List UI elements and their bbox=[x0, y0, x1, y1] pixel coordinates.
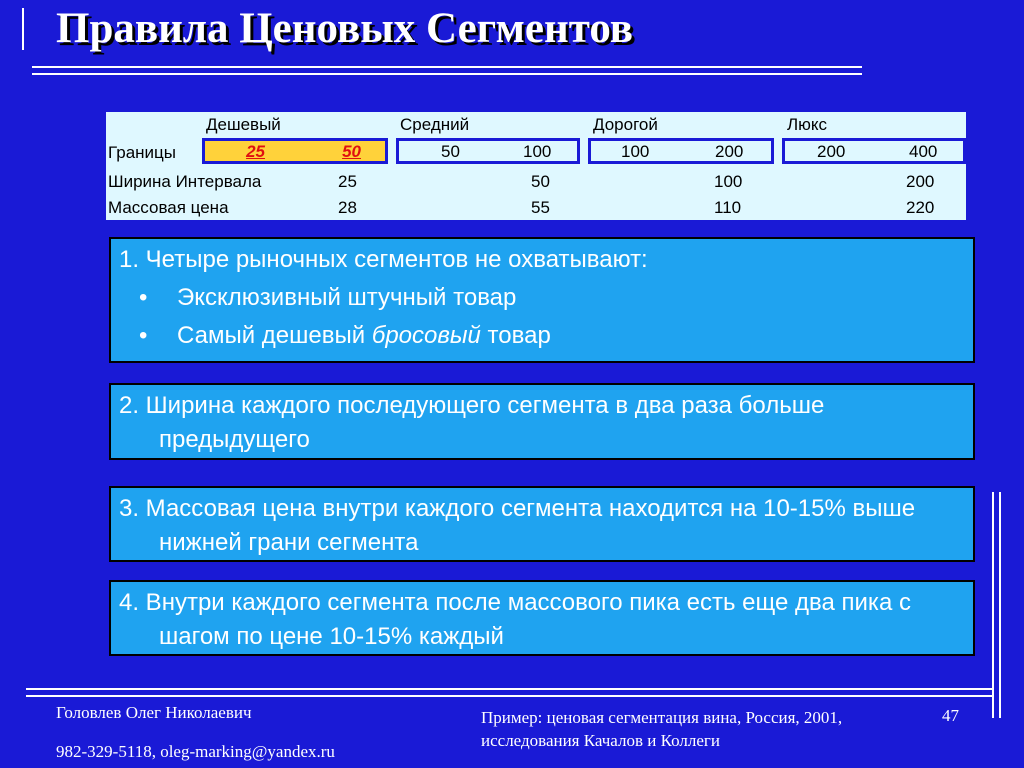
bound-lux-low: 200 bbox=[817, 142, 846, 161]
rule-1-text: 1. Четыре рыночных сегментов не охватывают: bbox=[119, 246, 648, 273]
rule-4-panel bbox=[109, 580, 975, 656]
left-decor-line bbox=[22, 8, 24, 50]
bounds-box-lux bbox=[782, 138, 966, 164]
page-number: 47 bbox=[942, 706, 959, 725]
rule-3-panel bbox=[109, 486, 975, 562]
right-decor-line-2 bbox=[999, 492, 1001, 718]
price-segment-table bbox=[106, 112, 966, 220]
footer-source-line-2: исследования Качалов и Коллеги bbox=[481, 731, 720, 750]
width-lux: 200 bbox=[906, 172, 935, 191]
slide-title: Правила Ценовых Сегментов bbox=[56, 5, 633, 52]
mass-price-cheap: 28 bbox=[338, 198, 357, 217]
header-lux: Люкс bbox=[787, 115, 828, 134]
footer-line-1 bbox=[26, 688, 992, 690]
bounds-box-expensive bbox=[588, 138, 774, 164]
row-label-mass-price: Массовая цена bbox=[108, 198, 229, 217]
rule-3-text: 3. Массовая цена внутри каждого сегмента находится на 10-15% выше нижней грани сегмента bbox=[119, 495, 916, 556]
bullet-2-text-post: товар bbox=[480, 322, 551, 349]
bullet-2-text-pre: Самый дешевый bbox=[177, 322, 372, 349]
mass-price-expensive: 110 bbox=[714, 198, 742, 217]
rule-1-panel bbox=[109, 237, 975, 363]
mass-price-mid: 55 bbox=[531, 198, 550, 217]
bound-cheap-low: 25 bbox=[246, 142, 265, 161]
rule-1-bullet-2 bbox=[119, 319, 965, 353]
row-label-bounds: Границы bbox=[108, 143, 176, 162]
bullet-2-text-em: бросовый bbox=[371, 322, 481, 349]
footer-source bbox=[481, 706, 842, 752]
bounds-box-cheap bbox=[202, 138, 388, 164]
bullet-dot-icon: • bbox=[139, 284, 148, 311]
bound-exp-high: 200 bbox=[715, 142, 744, 161]
footer-author: Головлев Олег Николаевич bbox=[56, 703, 252, 722]
bullet-dot-icon: • bbox=[139, 322, 148, 349]
rule-2-panel bbox=[109, 383, 975, 460]
rule-4-text: 4. Внутри каждого сегмента после массового пика есть еще два пика с шагом по цене 10-15% каждый bbox=[119, 589, 911, 650]
bound-mid-low: 50 bbox=[441, 142, 460, 161]
footer-line-2 bbox=[26, 695, 992, 697]
footer-source-line-1: Пример: ценовая сегментация вина, Россия, 2001, bbox=[481, 708, 843, 727]
rule-1-bullet-1 bbox=[119, 281, 965, 315]
title-underline-1 bbox=[32, 66, 862, 68]
width-mid: 50 bbox=[531, 172, 550, 191]
header-mid: Средний bbox=[400, 115, 470, 134]
bound-exp-low: 100 bbox=[621, 142, 650, 161]
bound-cheap-high: 50 bbox=[342, 142, 361, 161]
title-underline-2 bbox=[32, 73, 862, 75]
bound-mid-high: 100 bbox=[523, 142, 552, 161]
row-label-width: Ширина Интервала bbox=[108, 172, 262, 191]
right-decor-line-1 bbox=[992, 492, 994, 718]
bounds-box-mid bbox=[396, 138, 580, 164]
footer-contact: 982-329-5118, oleg-marking@yandex.ru bbox=[56, 742, 335, 761]
header-cheap: Дешевый bbox=[206, 115, 281, 134]
rule-2-text: 2. Ширина каждого последующего сегмента в два раза больше предыдущего bbox=[119, 392, 825, 453]
mass-price-lux: 220 bbox=[906, 198, 935, 217]
width-expensive: 100 bbox=[714, 172, 743, 191]
bullet-1-text: Эксклюзивный штучный товар bbox=[177, 284, 517, 311]
bound-lux-high: 400 bbox=[909, 142, 938, 161]
width-cheap: 25 bbox=[338, 172, 357, 191]
header-expensive: Дорогой bbox=[593, 115, 658, 134]
